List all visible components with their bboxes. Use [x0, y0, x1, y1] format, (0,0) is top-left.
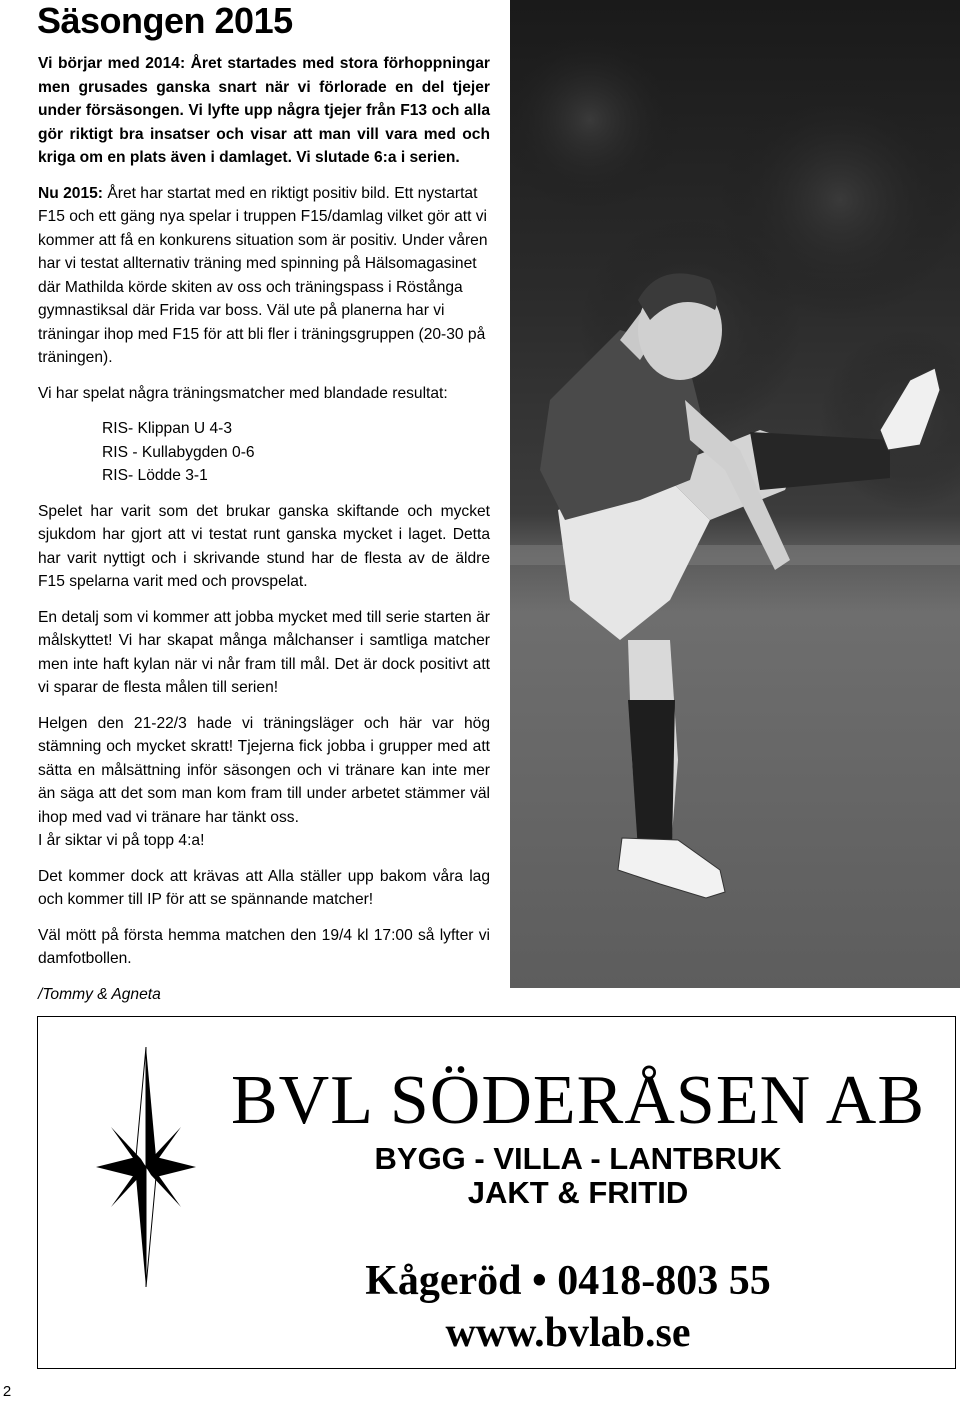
paragraph-goal: I år siktar vi på topp 4:a!: [38, 832, 205, 849]
paragraph-2015-text: Ett nystartat F15 och ett gäng nya spelar i truppen F15/damlag vilket gör att vi kommer att få en konkurens situation som är positiv. Under våren har vi testat allternativ träning med spinning på Hälsomagasinet där Mathilda körde skiten av oss och träningspass i Röstånga gymnastiksal där Frida var boss. Väl ute på planerna har vi träningar ihop med F15 för att bli fler i träningsgruppen (20-30 på träningen).: [38, 184, 488, 366]
paragraph-2015: [38, 182, 490, 370]
article-body: [38, 52, 490, 1018]
paragraph-camp-text: Helgen den 21-22/3 hade vi träningsläger och här var hög stämning och mycket skratt! Tjejerna fick jobba i grupper med att sätta en målsättning inför säsongen och vi tränare kan inte mer än säga att det som man kom fram till under arbetet stämmer väl ihop med vad vi tränare har tänkt oss.: [38, 714, 490, 826]
soccer-player-photo: [510, 0, 960, 988]
match-result: RIS - Kullabygden 0-6: [102, 443, 255, 461]
paragraph-camp: [38, 712, 490, 853]
match-result: RIS- Klippan U 4-3: [102, 420, 233, 437]
company-name: BVL SÖDERÅSEN AB: [230, 1062, 926, 1139]
match-results-list: [102, 417, 490, 488]
company-contact: Kågeröd • 0418-803 55: [365, 1258, 771, 1304]
paragraph-2014: Vi börjar med 2014: Året startades med stora förhoppningar men grusades ganska snart när vi förlorade en del tjejer under försäsongen. Vi lyfte upp några tjejer från F13 och alla gör riktigt bra insatser och visar att man vill vara med och kriga om en plats även i damlaget. Vi slutade 6:a i serien.: [38, 55, 490, 166]
paragraph-welcome: Väl mött på första hemma matchen den 19/4 kl 17:00 så lyfter vi damfotbollen.: [38, 926, 490, 967]
company-subtagline: JAKT & FRITID: [467, 1175, 689, 1210]
paragraph-matches-intro: Vi har spelat några träningsmatcher med blandade resultat:: [38, 384, 448, 402]
company-website[interactable]: www.bvlab.se: [445, 1310, 691, 1356]
advertisement-box: [37, 1016, 956, 1369]
paragraph-play: Spelet har varit som det brukar ganska skiftande och mycket sjukdom har gjort att vi testat runt ganska mycket i laget. Detta har varit nyttigt och i skrivande stund har de flesta av de äldre F15 spelarna varit med och provspelat.: [38, 502, 490, 590]
paragraph-2015-label: Nu 2015:: [38, 184, 104, 202]
page-number: 2: [2, 1383, 12, 1400]
paragraph-scoring: En detalj som vi kommer att jobba mycket med till serie starten är målskyttet! Vi har skapat många målchanser i samtliga matcher men inte haft kylan när vi når fram till mål. Det är dock positivt att vi sparar de flesta målen till serien!: [38, 608, 490, 696]
paragraph-support: Det kommer dock att krävas att Alla ställer upp bakom våra lag och kommer till IP för att se spännande matcher!: [38, 867, 490, 908]
company-tagline: BYGG - VILLA - LANTBRUK: [374, 1141, 782, 1176]
match-result: RIS- Lödde 3-1: [102, 467, 208, 484]
paragraph-2015-lead: Året har startat med en riktigt positiv bild.: [103, 184, 390, 202]
signature: /Tommy & Agneta: [38, 985, 161, 1003]
page-title: Säsongen 2015: [37, 0, 293, 41]
compass-star-icon: [96, 1047, 196, 1287]
